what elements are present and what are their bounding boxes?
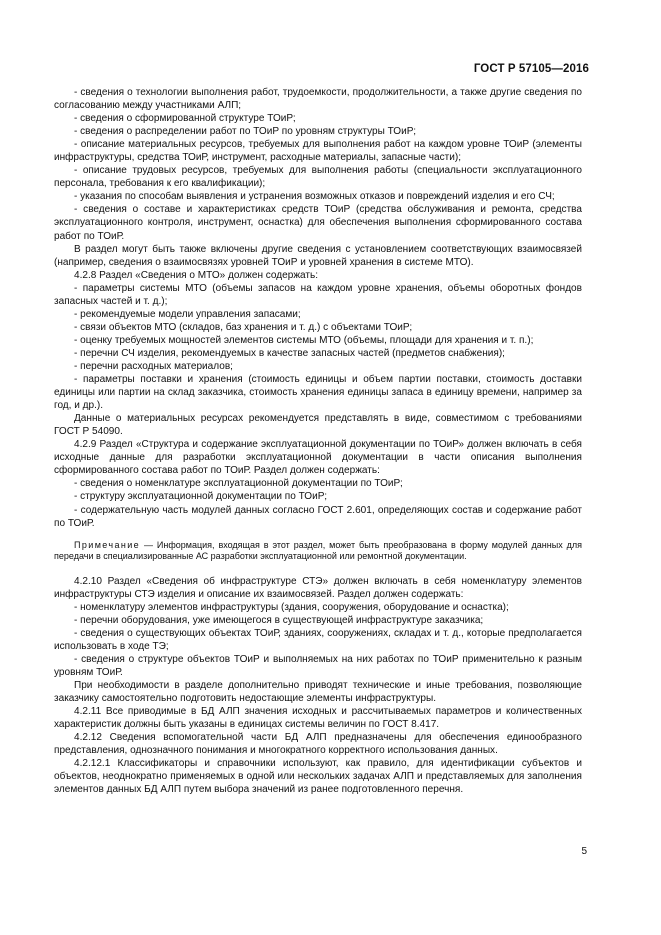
paragraph: - перечни оборудования, уже имеющегося в существующей инфраструктуре заказчика; — [74, 614, 484, 626]
paragraph: - сведения о структуре объектов ТОиР и выполняемых на них работах по ТОиР применительно к разным уровням ТОиР. — [54, 653, 582, 678]
note-label: Примечание — [74, 539, 141, 550]
paragraph: - параметры системы МТО (объемы запасов на каждом уровне хранения, объемы оборотных фондов запасных частей и т. д.); — [54, 282, 582, 307]
paragraph: - параметры поставки и хранения (стоимость единицы и объем партии поставки, стоимость доставки единицы или партии на склад заказчика, стоимость хранения единицы запаса в единицу времени, например за год, и др.). — [54, 374, 582, 412]
paragraph: - номенклатуру элементов инфраструктуры (здания, сооружения, оборудование и оснастка); — [74, 601, 509, 613]
paragraph: - содержательную часть модулей данных согласно ГОСТ 2.601, определяющих состав и содержание работ по ТОиР. — [54, 504, 582, 529]
paragraph: - сведения о распределении работ по ТОиР по уровням структуры ТОиР; — [74, 126, 416, 138]
paragraph: - перечни расходных материалов; — [74, 360, 233, 372]
document-header: ГОСТ Р 57105—2016 — [473, 63, 589, 75]
paragraph: - связи объектов МТО (складов, баз хранения и т. д.) с объектами ТОиР; — [74, 321, 413, 333]
paragraph: - указания по способам выявления и устранения возможных отказов и повреждений изделия и его СЧ; — [74, 191, 555, 203]
paragraph: - сведения о номенклатуре эксплуатационной документации по ТОиР; — [74, 478, 403, 490]
document-body — [54, 86, 582, 796]
paragraph: 4.2.8 Раздел «Сведения о МТО» должен содержать: — [74, 269, 319, 281]
paragraph: - оценку требуемых мощностей элементов системы МТО (объемы, площади для хранения и т. п.); — [74, 334, 534, 346]
paragraph: 4.2.12.1 Классификаторы и справочники используют, как правило, для идентификации субъектов и объектов, неоднократно применяемых в одной или нескольких задачах АЛП и представляемых для заполнения элементов данных БД АЛП путем выбора значений из ранее подготовленного перечня. — [54, 758, 582, 796]
paragraph: - структуру эксплуатационной документации по ТОиР; — [74, 491, 328, 503]
paragraph: - сведения о сформированной структуре ТОиР; — [74, 113, 296, 125]
paragraph: 4.2.10 Раздел «Сведения об инфраструктуре СТЭ» должен включать в себя номенклатуру элементов инфраструктуры СТЭ изделия и описание их взаимосвязей. Раздел должен содержать: — [54, 575, 582, 600]
paragraph: 4.2.12 Сведения вспомогательной части БД АЛП предназначены для обеспечения единообразного представления, однозначного понимания и многократного корректного использования данных. — [54, 732, 582, 757]
paragraph: Данные о материальных ресурсах рекомендуется представлять в виде, совместимом с требованиями ГОСТ Р 54090. — [54, 413, 582, 438]
paragraph: - описание материальных ресурсов, требуемых для выполнения работ на каждом уровне ТОиР (элементы инфраструктуры, средства ТОиР, инструмент, расходные материалы, запасные части); — [54, 139, 582, 164]
paragraph: 4.2.9 Раздел «Структура и содержание эксплуатационной документации по ТОиР» должен включать в себя исходные данные для разработки эксплуатационной документации в части описания выполнения сформированного состава работ по ТОиР. Раздел должен содержать: — [54, 439, 582, 477]
note-paragraph — [54, 540, 582, 563]
paragraph: В раздел могут быть также включены другие сведения с установлением соответствующих взаимосвязей (например, сведения о взаимосвязях уровней ТОиР и уровней хранения в системе МТО). — [54, 243, 582, 268]
paragraph: - сведения о технологии выполнения работ, трудоемкости, продолжительности, а также другие сведения по согласованию между участниками АЛП; — [54, 87, 582, 112]
page-number: 5 — [581, 846, 587, 857]
paragraph: - сведения о составе и характеристиках средств ТОиР (средства обслуживания и ремонта, средства эксплуатационного контроля, инструмент, оснастка) для обеспечения выполнения сформированного состава работ по ТОиР. — [54, 204, 582, 242]
note-text: — Информация, входящая в этот раздел, может быть преобразована в форму модулей данных для передачи в специализированные АС разработки эксплуатационной или ремонтной документации. — [54, 539, 582, 562]
paragraph: При необходимости в разделе дополнительно приводят технические и иные требования, позволяющие заказчику самостоятельно подготовить недостающие элементы инфраструктуры. — [54, 679, 582, 705]
paragraph: 4.2.11 Все приводимые в БД АЛП значения исходных и рассчитываемых параметров и количественных характеристик должны быть указаны в единицах системы величин по ГОСТ 8.417. — [54, 706, 582, 731]
paragraph: - описание трудовых ресурсов, требуемых для выполнения работы (специальности эксплуатационного персонала, требования к его квалификации); — [54, 165, 582, 190]
paragraph: - рекомендуемые модели управления запасами; — [74, 308, 301, 320]
paragraph: - перечни СЧ изделия, рекомендуемых в качестве запасных частей (предметов снабжения); — [74, 347, 505, 359]
paragraph: - сведения о существующих объектах ТОиР, зданиях, сооружениях, складах и т. д., которые предполагается использовать в ходе ТЭ; — [54, 627, 582, 652]
